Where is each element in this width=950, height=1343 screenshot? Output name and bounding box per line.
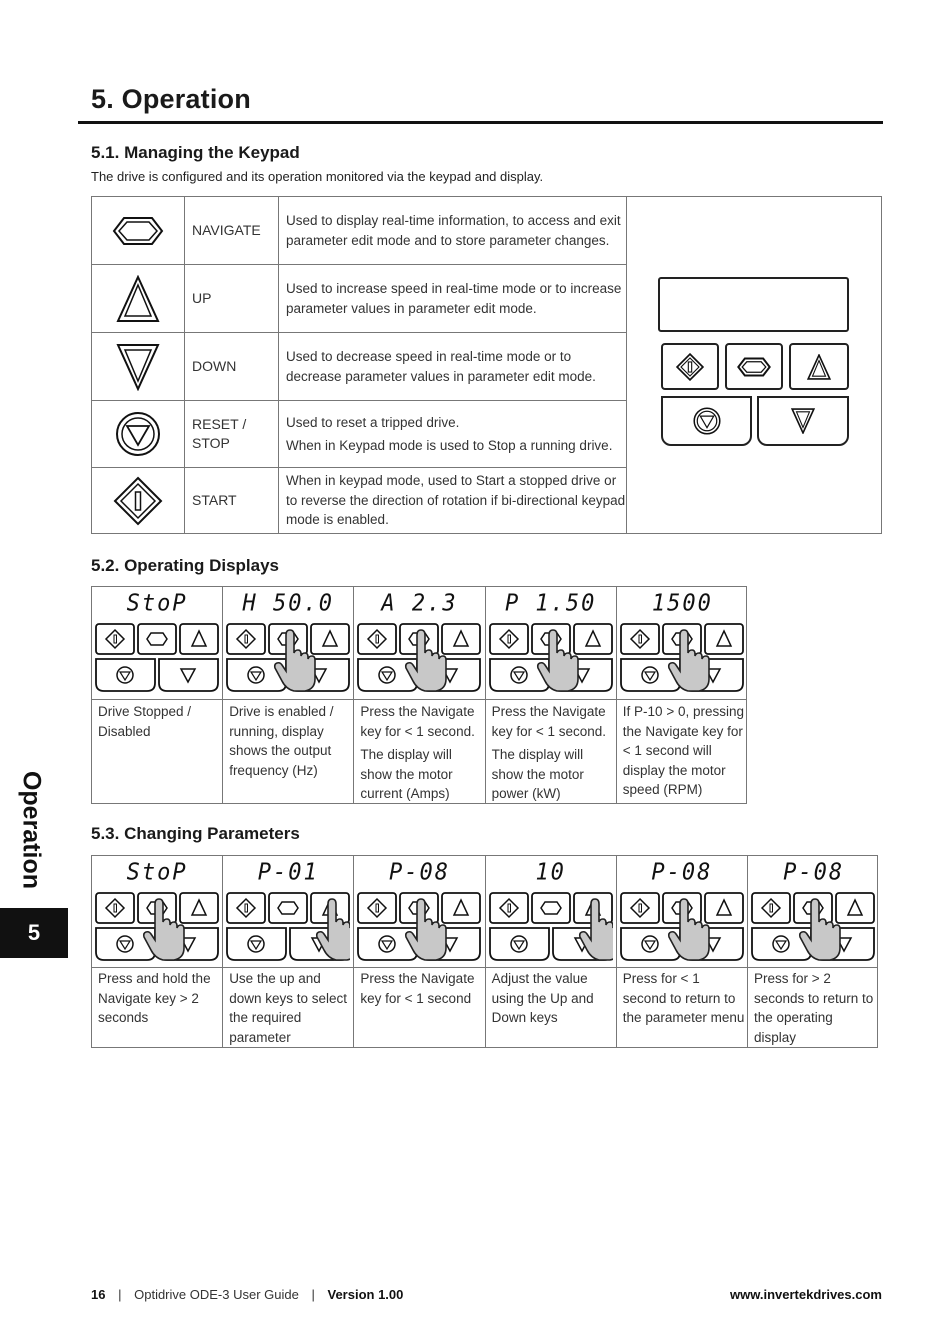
- keypad-row-reset-stop: [92, 401, 626, 468]
- display-caption: [98, 702, 220, 741]
- keypad-diagram: [489, 892, 613, 962]
- display-example-cell: [92, 856, 223, 1047]
- section-heading-displays: 5.2. Operating Displays: [91, 556, 280, 575]
- caption-line: Use the up and down keys to select the required parameter: [229, 971, 347, 1045]
- version-label: Version 1.00: [327, 1287, 404, 1302]
- display-example-cell: [748, 856, 879, 1047]
- keypad-diagram: [489, 623, 613, 693]
- key-description-line: When in Keypad mode is used to Stop a running drive.: [286, 438, 613, 453]
- lcd-readout: 1500: [651, 590, 713, 617]
- caption-line: Press the Navigate key for < 1 second.: [360, 704, 475, 739]
- panel-down-key: [757, 396, 849, 446]
- display-example-cell: [354, 587, 485, 803]
- keypad-diagram: [95, 623, 219, 693]
- changing-parameters-table: [91, 855, 878, 1048]
- key-name: NAVIGATE: [185, 197, 279, 264]
- display-example-cell: [354, 856, 485, 1047]
- key-description-line: Used to display real-time information, to access and exit parameter edit mode and to store parameter changes.: [286, 213, 621, 248]
- key-name: DOWN: [185, 333, 279, 400]
- lcd-readout: StoP: [126, 590, 188, 617]
- lcd-readout: A 2.3: [381, 590, 458, 617]
- lcd-readout: P-08: [783, 859, 845, 886]
- operating-displays-table: [91, 586, 747, 804]
- guide-name: Optidrive ODE-3 User Guide: [134, 1287, 299, 1302]
- lcd-readout: P-08: [388, 859, 450, 886]
- key-description: [279, 265, 626, 332]
- display-caption: [623, 702, 745, 800]
- caption-line: Press for < 1 second to return to the parameter menu: [622, 971, 745, 1025]
- table-divider: [626, 197, 627, 533]
- keypad-row-navigate: [92, 197, 626, 265]
- keypad-diagram: [620, 623, 744, 693]
- side-section-label-text: Operation: [17, 770, 46, 890]
- section-heading-keypad: 5.1. Managing the Keypad: [91, 143, 300, 162]
- display-caption: [360, 702, 482, 804]
- panel-navigate-key: [725, 343, 783, 390]
- keypad-row-down: [92, 333, 626, 401]
- footer-separator: |: [311, 1287, 315, 1302]
- panel-up-key: [789, 343, 849, 390]
- keypad-display-screen: [658, 277, 849, 332]
- caption-line: The display will show the motor current (Amps): [360, 747, 453, 801]
- keypad-diagram: [751, 892, 875, 962]
- keypad-intro-text: The drive is configured and its operation monitored via the keypad and display.: [91, 169, 544, 184]
- key-description: [279, 197, 626, 264]
- section-heading-changing: 5.3. Changing Parameters: [91, 824, 300, 843]
- page-number: 16: [91, 1287, 106, 1302]
- display-example-cell: [486, 587, 617, 803]
- keypad-row-start: [92, 468, 626, 533]
- display-caption: [98, 969, 220, 1028]
- key-description-line: When in keypad mode, used to Start a stopped drive or to reverse the direction of rotation if bi-directional keypad mode is enabled.: [286, 473, 626, 528]
- keypad-diagram: [620, 892, 744, 962]
- up-icon: [92, 265, 185, 332]
- key-name: RESET / STOP: [185, 401, 279, 467]
- caption-line: The display will show the motor power (kW): [491, 747, 584, 801]
- panel-start-key: [661, 343, 719, 390]
- title-divider: [78, 121, 883, 124]
- navigate-icon: [92, 197, 185, 264]
- display-caption: [492, 969, 614, 1028]
- display-example-cell: [223, 587, 354, 803]
- display-example-cell: [223, 856, 354, 1047]
- keypad-diagram: [357, 623, 481, 693]
- lcd-readout: H 50.0: [242, 590, 335, 617]
- caption-line: Drive is enabled / running, display shows the output frequency (Hz): [229, 704, 334, 778]
- display-caption: [229, 702, 351, 780]
- key-description: [279, 468, 626, 533]
- display-caption: [492, 702, 614, 804]
- key-description: [279, 401, 626, 467]
- side-section-label: [16, 760, 46, 900]
- caption-line: Press and hold the Navigate key > 2 seconds: [98, 971, 211, 1025]
- page-title: 5. Operation: [91, 84, 251, 114]
- panel-stop-key: [661, 396, 752, 446]
- lcd-readout: StoP: [126, 859, 188, 886]
- key-description-line: Used to reset a tripped drive.: [286, 414, 460, 430]
- key-name: START: [185, 468, 279, 533]
- lcd-readout: P 1.50: [504, 590, 597, 617]
- down-icon: [92, 333, 185, 400]
- key-description: [279, 333, 626, 400]
- display-caption: [754, 969, 876, 1047]
- caption-line: Adjust the value using the Up and Down keys: [491, 971, 594, 1025]
- display-example-cell: [486, 856, 617, 1047]
- display-caption: [360, 969, 482, 1008]
- side-chapter-tab: 5: [0, 908, 68, 958]
- website-link[interactable]: www.invertekdrives.com: [730, 1287, 882, 1302]
- caption-line: Press for > 2 seconds to return to the operating display: [754, 971, 874, 1045]
- display-caption: [623, 969, 745, 1028]
- footer-left: [91, 1287, 403, 1302]
- start-icon: [92, 468, 185, 533]
- caption-line: If P-10 > 0, pressing the Navigate key for < 1 second will display the motor speed (RPM): [622, 704, 744, 797]
- reset-stop-icon: [92, 401, 185, 467]
- key-description-line: Used to increase speed in real-time mode or to increase parameter values in parameter edit mode.: [286, 281, 622, 316]
- keypad-diagram: [226, 623, 350, 693]
- display-example-cell: [617, 587, 748, 803]
- display-caption: [229, 969, 351, 1047]
- keypad-diagram: [357, 892, 481, 962]
- lcd-readout: 10: [535, 859, 566, 886]
- lcd-readout: P-08: [651, 859, 713, 886]
- keypad-row-up: [92, 265, 626, 333]
- keypad-diagram: [226, 892, 350, 962]
- caption-line: Drive Stopped / Disabled: [98, 704, 192, 739]
- key-description-line: Used to decrease speed in real-time mode or to decrease parameter values in parameter edit mode.: [286, 349, 596, 384]
- caption-line: Press the Navigate key for < 1 second: [360, 971, 475, 1006]
- keypad-diagram: [95, 892, 219, 962]
- lcd-readout: P-01: [257, 859, 319, 886]
- footer-separator: |: [118, 1287, 122, 1302]
- display-example-cell: [617, 856, 748, 1047]
- caption-line: Press the Navigate key for < 1 second.: [491, 704, 607, 739]
- key-name: UP: [185, 265, 279, 332]
- display-example-cell: [92, 587, 223, 803]
